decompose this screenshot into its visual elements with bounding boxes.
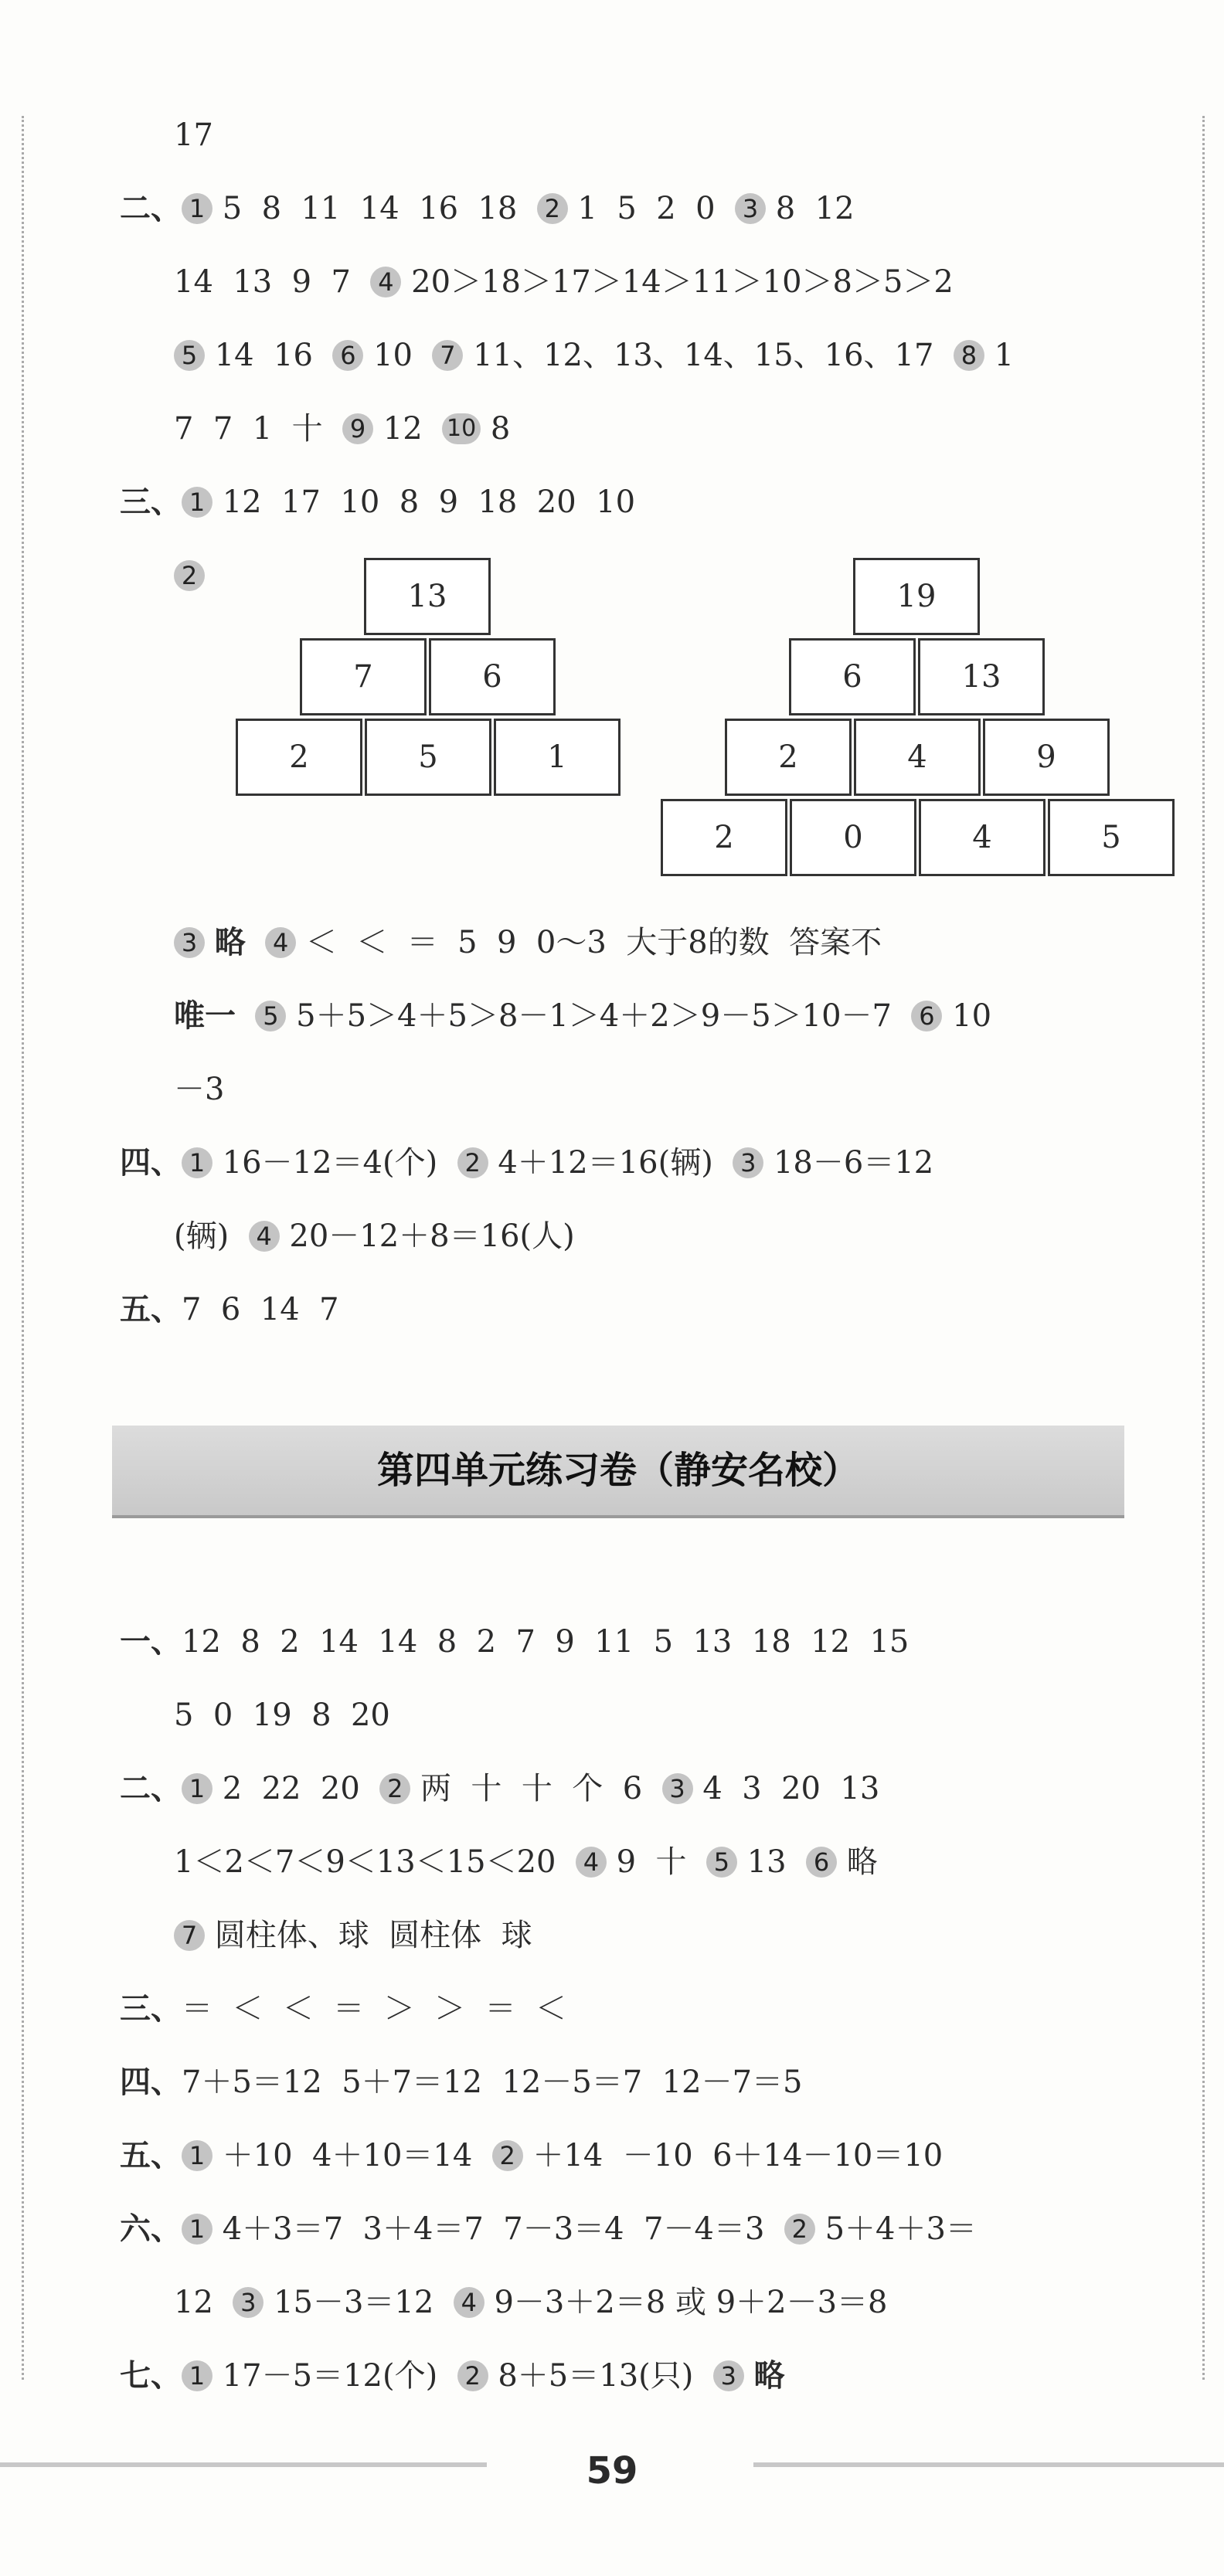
question-number-badge: 3 [735, 193, 766, 224]
question-number-badge: 7 [432, 340, 463, 371]
question-number-badge: 10 [442, 413, 481, 444]
answer-line: 17 [174, 117, 213, 153]
question-number-badge: 6 [332, 340, 363, 371]
pyramid-cell: 6 [789, 638, 916, 715]
answer-line: 7 7 1 十 9 12 10 8 [174, 411, 511, 447]
question-number-badge: 2 [379, 1773, 410, 1804]
answer-line: 一、12 8 2 14 14 8 2 7 9 11 5 13 18 12 15 [120, 1624, 910, 1660]
question-number-badge: 2 [537, 193, 568, 224]
question-number-badge: 2 [457, 1147, 488, 1178]
question-number-badge: 9 [342, 413, 373, 444]
answer-line: 1＜2＜7＜9＜13＜15＜20 4 9 十 5 13 6 略 [174, 1844, 878, 1880]
pyramid-cell: 2 [661, 799, 787, 876]
section-title-banner [112, 1426, 1124, 1518]
footer-rule-left [0, 2462, 487, 2467]
answer-line: 七、 1 17－5＝12(个) 2 8＋5＝13(只) 3 略 [120, 2358, 785, 2394]
answer-line: 12 3 15－3＝12 4 9－3＋2＝8 或 9＋2－3＝8 [174, 2285, 888, 2320]
answer-line: 三、＝ ＜ ＜ ＝ ＞ ＞ ＝ ＜ [120, 1991, 567, 2027]
answer-line: 五、 1 ＋10 4＋10＝14 2 ＋14 －10 6＋14－10＝10 [120, 2138, 944, 2173]
right-margin-rule [1202, 116, 1205, 2380]
pyramid-cell: 2 [725, 719, 852, 796]
question-number-badge: 1 [182, 487, 212, 518]
answer-line: 唯一 5 5＋5＞4＋5＞8－1＞4＋2＞9－5＞10－7 6 10 [174, 998, 992, 1034]
answer-line: 三、 1 12 17 10 8 9 18 20 10 [120, 484, 636, 520]
answer-line: 5 0 19 8 20 [174, 1698, 390, 1733]
answer-line: 五、7 6 14 7 [120, 1292, 339, 1327]
question-number-badge: 3 [713, 2360, 744, 2391]
question-number-badge: 2 [492, 2140, 523, 2171]
pyramid-cell: 6 [429, 638, 556, 715]
answer-line: －3 [174, 1072, 225, 1107]
question-number-badge: 3 [662, 1773, 693, 1804]
pyramid-cell: 0 [790, 799, 916, 876]
question-number-badge: 2 [784, 2214, 815, 2245]
left-margin-rule [22, 116, 24, 2380]
page-number: 59 [586, 2449, 638, 2493]
pyramid-cell: 4 [919, 799, 1046, 876]
question-number-badge: 8 [954, 340, 984, 371]
question-number-badge: 5 [174, 340, 205, 371]
pyramid-cell: 4 [854, 719, 981, 796]
question-number-badge: 3 [174, 927, 205, 958]
answer-line: 二、 1 2 22 20 2 两 十 十 个 6 3 4 3 20 13 [120, 1771, 880, 1806]
pyramid-cell: 5 [1048, 799, 1175, 876]
question-number-badge: 2 [174, 560, 205, 591]
answer-line: 3 略 4 ＜ ＜ ＝ 5 9 0～3 大于8的数 答案不 [174, 923, 882, 960]
question-number-badge: 1 [182, 193, 212, 224]
answer-line: 六、 1 4＋3＝7 3＋4＝7 7－3＝4 7－4＝3 2 5＋4＋3＝ [120, 2211, 977, 2247]
answer-line: 5 14 16 6 10 7 11、12、13、14、15、16、17 8 1 [174, 336, 1014, 372]
answer-line: 四、 1 16－12＝4(个) 2 4＋12＝16(辆) 3 18－6＝12 [120, 1145, 934, 1181]
pyramid-cell: 19 [853, 558, 980, 635]
answer-line [174, 556, 205, 591]
question-number-badge: 4 [249, 1221, 280, 1252]
pyramid-cell: 2 [236, 719, 362, 796]
question-number-badge: 3 [733, 1147, 763, 1178]
question-number-badge: 5 [706, 1847, 737, 1878]
answer-line: 二、 1 5 8 11 14 16 18 2 1 5 2 0 3 8 12 [120, 191, 855, 226]
question-number-badge: 7 [174, 1920, 205, 1951]
question-number-badge: 5 [255, 1001, 286, 1031]
question-number-badge: 6 [911, 1001, 942, 1031]
answer-line: 7 圆柱体、球 圆柱体 球 [174, 1916, 532, 1952]
question-number-badge: 4 [370, 267, 401, 297]
question-number-badge: 6 [806, 1847, 837, 1878]
answer-line: 14 13 9 7 4 20＞18＞17＞14＞11＞10＞8＞5＞2 [174, 264, 954, 300]
footer-rule-right [753, 2462, 1224, 2467]
pyramid-cell: 9 [983, 719, 1110, 796]
answer-line: (辆) 4 20－12＋8＝16(人) [174, 1218, 575, 1254]
pyramid-cell: 13 [364, 558, 491, 635]
section-title: 第四单元练习卷（静安名校） [376, 1449, 859, 1492]
question-number-badge: 3 [233, 2287, 264, 2318]
question-number-badge: 2 [457, 2360, 488, 2391]
answer-line: 四、7＋5＝12 5＋7＝12 12－5＝7 12－7＝5 [120, 2065, 803, 2100]
question-number-badge: 4 [265, 927, 296, 958]
question-number-badge: 4 [576, 1847, 607, 1878]
pyramid-cell: 1 [494, 719, 620, 796]
question-number-badge: 1 [182, 1147, 212, 1178]
pyramid-cell: 5 [365, 719, 491, 796]
question-number-badge: 1 [182, 2214, 212, 2245]
pyramid-cell: 13 [918, 638, 1045, 715]
pyramid-cell: 7 [300, 638, 427, 715]
question-number-badge: 1 [182, 1773, 212, 1804]
question-number-badge: 4 [454, 2287, 484, 2318]
question-number-badge: 1 [182, 2140, 212, 2171]
question-number-badge: 1 [182, 2360, 212, 2391]
